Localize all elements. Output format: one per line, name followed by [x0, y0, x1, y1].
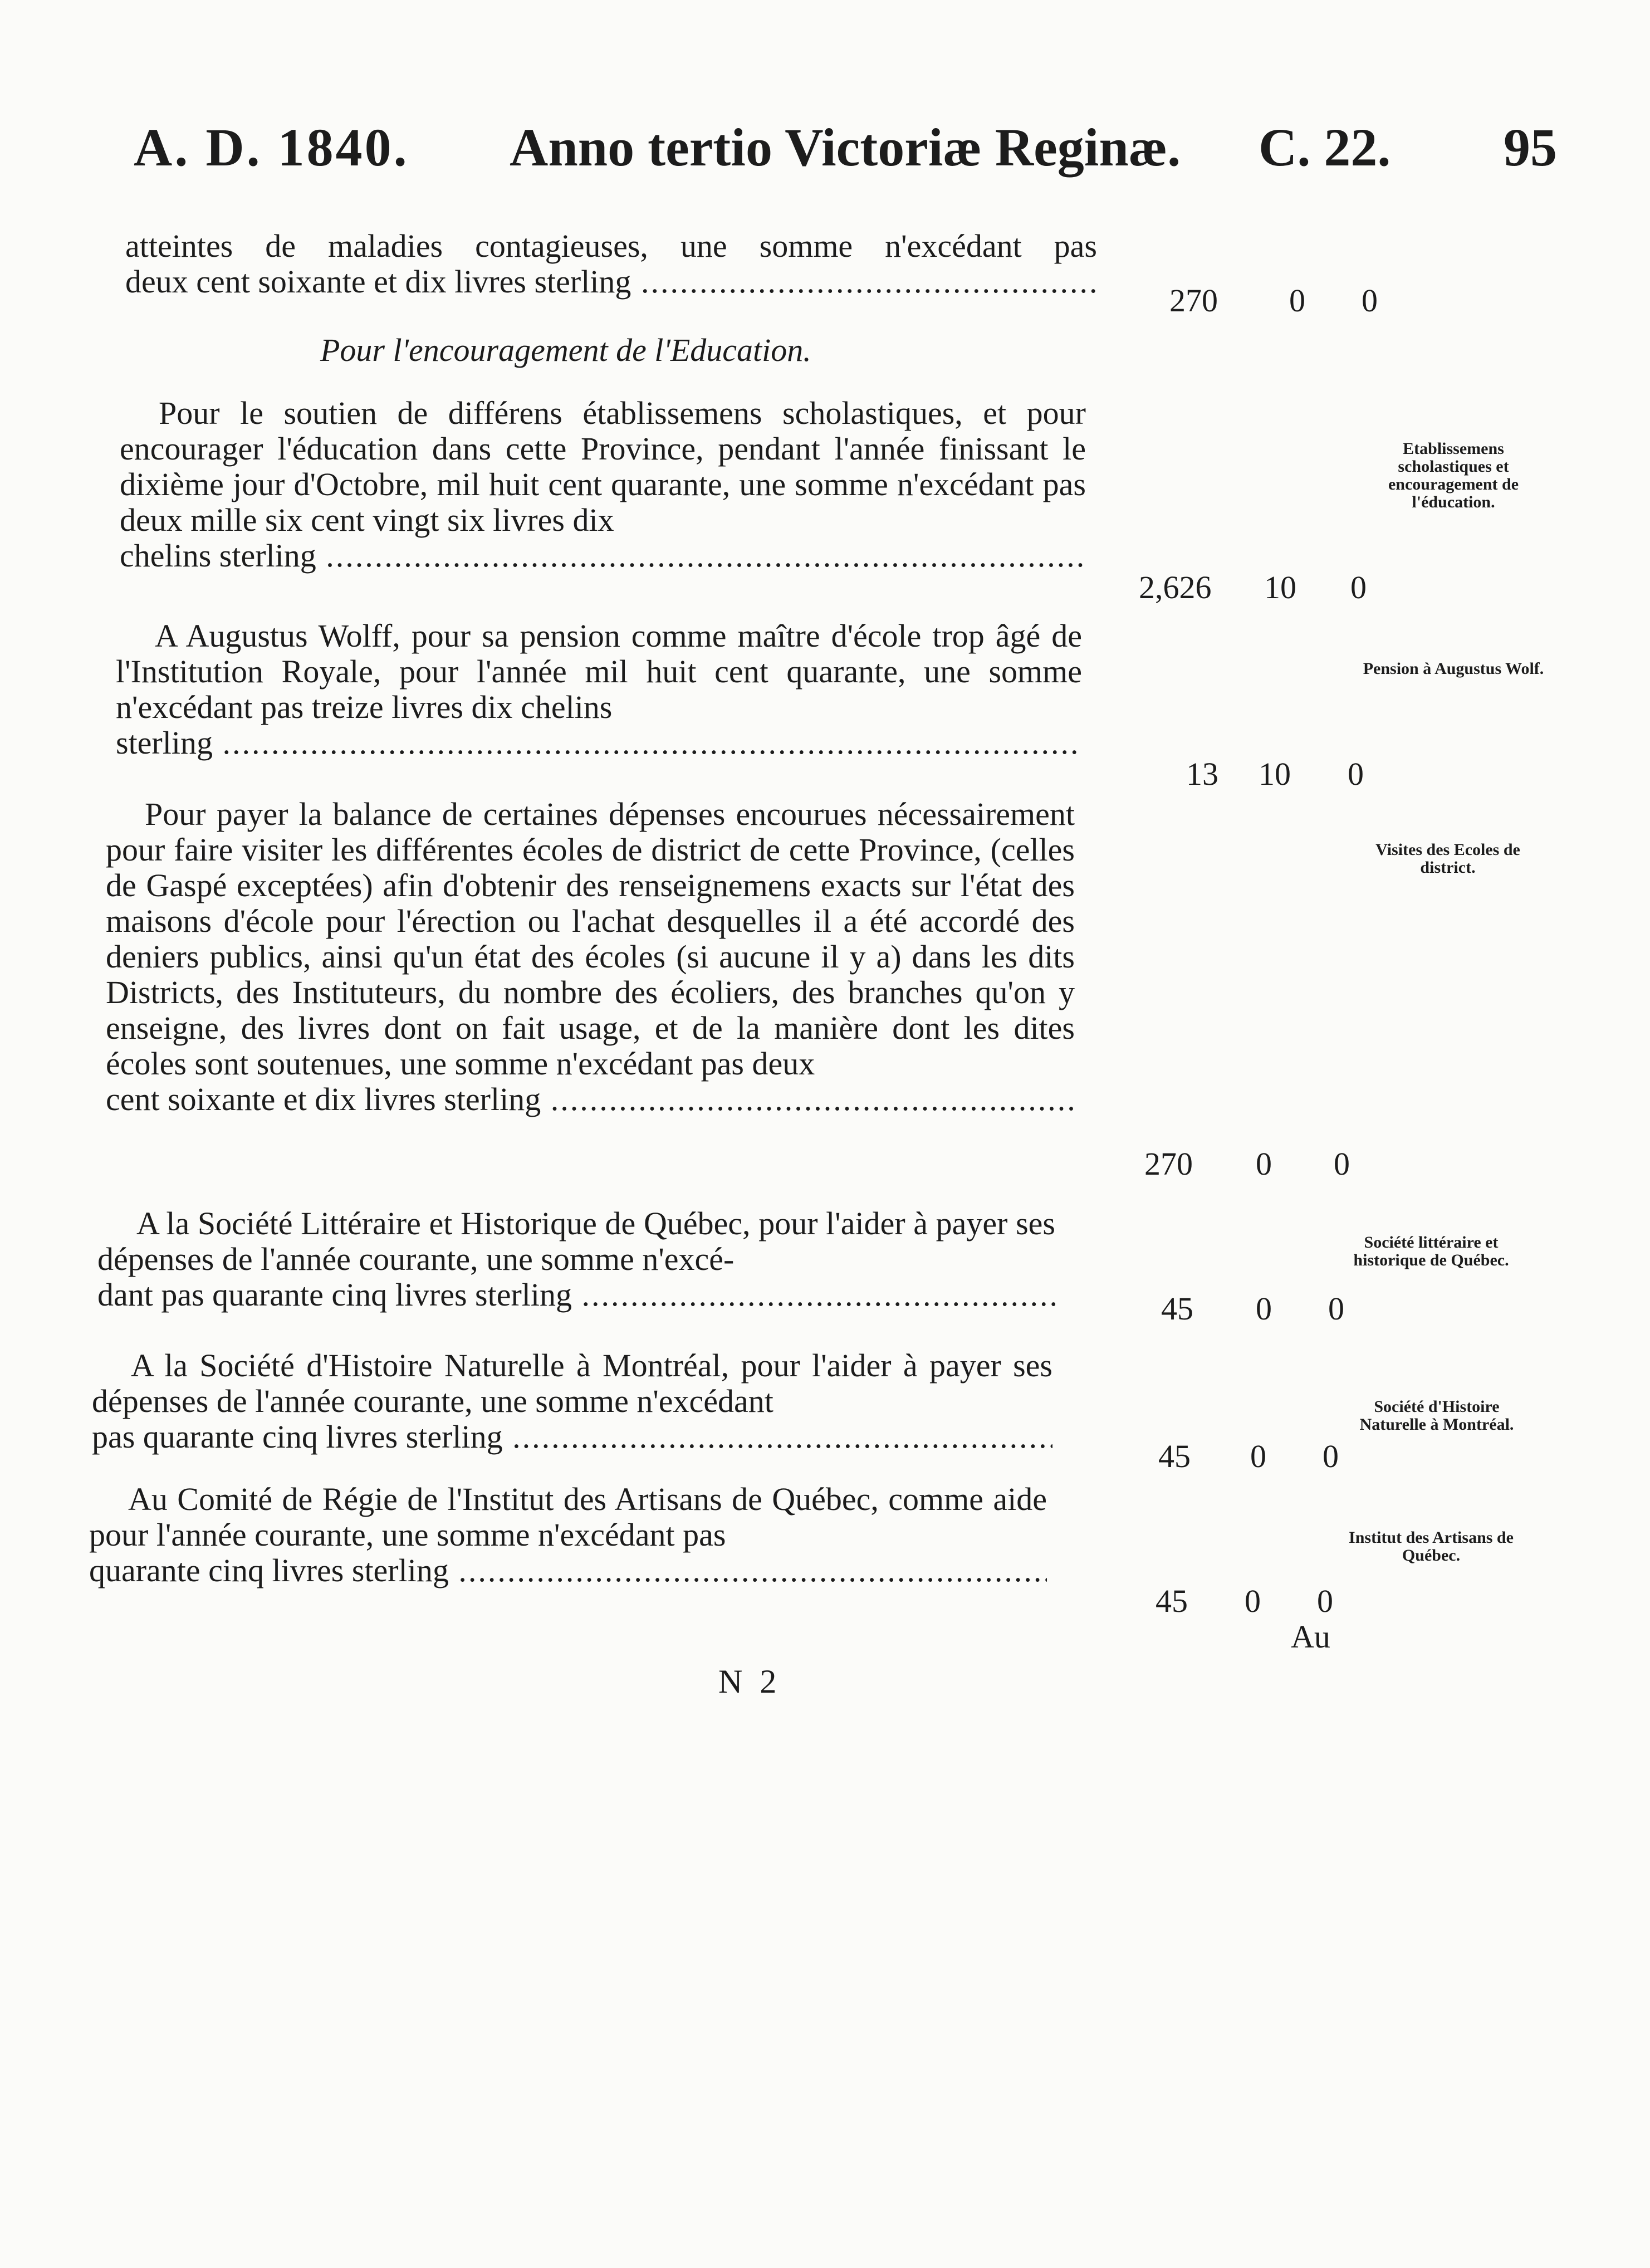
page-number: 95 [1504, 118, 1557, 177]
amount-pounds: 270 [1169, 282, 1218, 319]
header-title: Anno tertio Victoriæ Reginæ. [510, 118, 1181, 177]
entry-tail: pas quarante cinq livres sterling ..... [92, 1419, 1052, 1455]
margin-note: Visites des Ecoles de district. [1375, 840, 1520, 877]
amount-pence: 0 [1348, 756, 1364, 792]
margin-note: Pension à Augustus Wolf. [1363, 659, 1544, 678]
amount-pence: 0 [1362, 282, 1378, 319]
entry-paragraph [92, 1348, 1052, 1455]
entry-text: A Augustus Wolff, pour sa pension comme maître d'école trop âgé de l'Institution Royale, pour l'année mil huit cent quarante, une somme n'excédant pas treize livres dix chelins [116, 618, 1082, 725]
entry-text: Pour payer la balance de certaines dépenses encourues nécessairement pour faire visiter les différentes écoles de district de cette Province, (celles de Gaspé exceptées) afin d'obtenir des renseignemens exacts sur l'état des maisons d'école pour l'érection ou l'achat desquelles il a été accordé des deniers publics, ainsi qu'un état des écoles (si aucune il y a) dans les dits Districts, des Instituteurs, du nombre des écoliers, des branches qu'on y enseigne, des livres dont on fait usage, et de la manière dont les dites écoles sont soutenues, une somme n'excédant pas deux [106, 796, 1075, 1082]
amount-pence: 0 [1334, 1146, 1350, 1182]
entry-text: Au Comité de Régie de l'Institut des Artisans de Québec, comme aide pour l'année courante, une somme n'excédant pas [89, 1481, 1047, 1553]
margin-note: Institut des Artisans de Québec. [1349, 1528, 1514, 1565]
amount-shillings: 0 [1250, 1438, 1266, 1474]
entry-tail: chelins sterling ..... [120, 538, 1086, 574]
entry-paragraph [106, 796, 1075, 1117]
amount-pounds: 45 [1158, 1438, 1191, 1474]
amount-pounds: 13 [1186, 756, 1218, 792]
amount-pence: 0 [1350, 569, 1367, 605]
margin-note: Société littéraire et historique de Québec. [1353, 1233, 1509, 1269]
entry-paragraph [116, 618, 1082, 761]
amount-shillings: 0 [1245, 1583, 1261, 1619]
entry-paragraph [97, 1206, 1055, 1313]
amount-pence: 0 [1323, 1438, 1339, 1474]
entry-paragraph [120, 395, 1086, 574]
amount-pence: 0 [1328, 1291, 1344, 1327]
header-chapter: C. 22. [1259, 118, 1391, 177]
amount-pounds: 2,626 [1139, 569, 1212, 605]
amount-shillings: 10 [1259, 756, 1291, 792]
intro-tail: deux cent soixante et dix livres sterling ..... [125, 264, 1097, 300]
section-heading: Pour l'encouragement de l'Education. [320, 332, 811, 368]
entry-tail: dant pas quarante cinq livres sterling ..... [97, 1277, 1055, 1313]
amount-pounds: 45 [1156, 1583, 1188, 1619]
entry-tail: quarante cinq livres sterling ..... [89, 1553, 1047, 1588]
margin-note: Etablissemens scholastiques et encouragement de l'éducation. [1388, 439, 1519, 511]
amount-shillings: 10 [1264, 569, 1296, 605]
amount-pounds: 270 [1144, 1146, 1193, 1182]
entry-text: A la Société d'Histoire Naturelle à Montréal, pour l'aider à payer ses dépenses de l'année courante, une somme n'excédant [92, 1347, 1052, 1419]
amount-shillings: 0 [1256, 1146, 1272, 1182]
intro-lines: atteintes de maladies contagieuses, une somme n'excédant pas [125, 228, 1097, 264]
entry-tail: sterling ..... [116, 725, 1082, 761]
amount-pence: 0 [1317, 1583, 1333, 1619]
signature-mark: N 2 [718, 1663, 781, 1700]
entry-tail: cent soixante et dix livres sterling ..... [106, 1082, 1075, 1117]
entry-paragraph [89, 1482, 1047, 1588]
catchword: Au [1291, 1619, 1330, 1655]
amount-shillings: 0 [1256, 1291, 1272, 1327]
header-year: A. D. 1840. [134, 118, 409, 177]
intro-paragraph [125, 228, 1097, 300]
amount-pounds: 45 [1161, 1291, 1193, 1327]
entry-text: Pour le soutien de différens établissemens scholastiques, et pour encourager l'éducation dans cette Province, pendant l'année finissant le dixième jour d'Octobre, mil huit cent quarante, une somme n'excédant pas deux mille six cent vingt six livres dix [120, 395, 1086, 538]
amount-shillings: 0 [1289, 282, 1305, 319]
margin-note: Société d'Histoire Naturelle à Montréal. [1359, 1397, 1514, 1434]
entry-text: A la Société Littéraire et Historique de Québec, pour l'aider à payer ses dépenses de l'année courante, une somme n'excé- [97, 1205, 1055, 1277]
